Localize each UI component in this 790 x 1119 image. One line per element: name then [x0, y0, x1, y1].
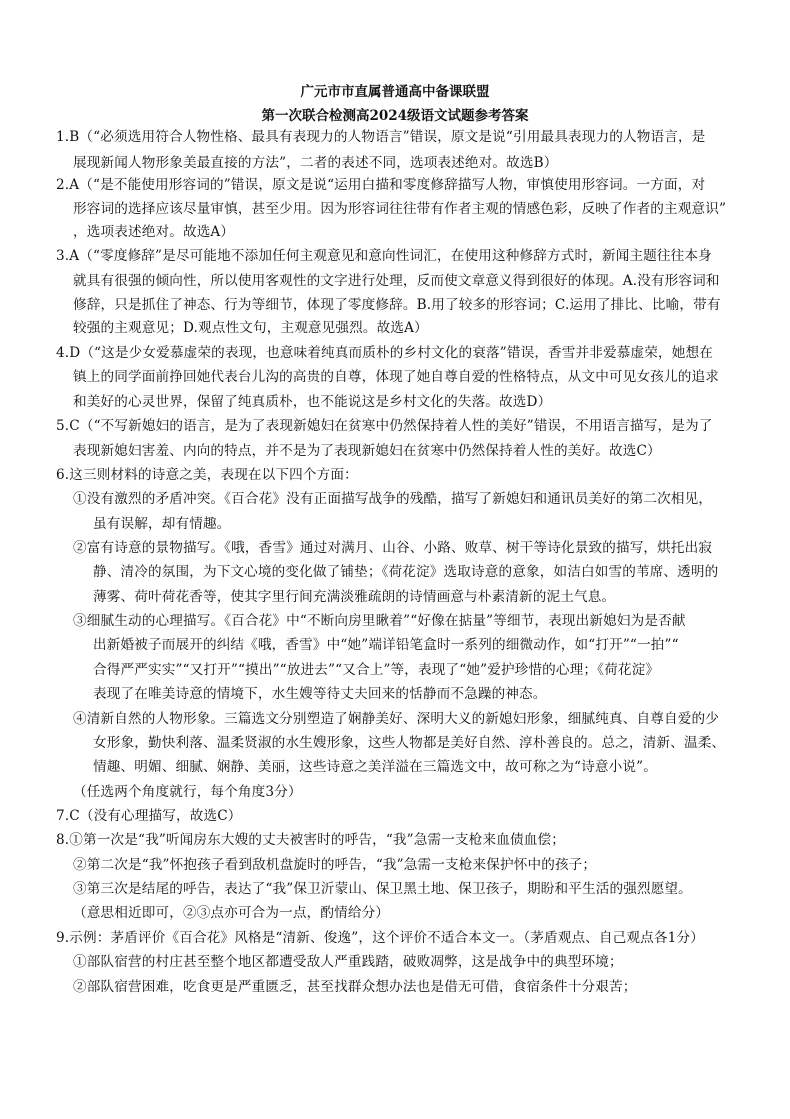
- answer-6-point-1-line-2: 虽有误解，却有情趣。: [93, 516, 231, 532]
- answer-7: 7.C（没有心理描写，故选C）: [56, 808, 242, 824]
- answer-5-line-2: 表现新媳妇害羞、内向的特点，并不是为了表现新媳妇在贫寒中仍然保持着人性的美好。故选C）: [73, 443, 661, 459]
- answer-9-point-2: ②部队宿营困难，吃食更是严重匮乏，甚至找群众想办法也是借无可借，食宿条件十分艰苦；: [73, 979, 637, 995]
- answer-6-point-3-line-1: ③细腻生动的心理描写。《百合花》中“不断向房里瞅着”“好像在掂量”等细节，表现出新媳妇为是否献: [73, 613, 686, 629]
- answer-3-line-4: 较强的主观意见；D.观点性文句，主观意见强烈。故选A）: [73, 320, 428, 336]
- answer-3-line-1: 3.A（“零度修辞”是尽可能地不添加任何主观意见和意向性词汇，在使用这种修辞方式时，新闻主题往往本身: [56, 248, 712, 264]
- answer-1-line-1: 1.B（“必须选用符合人物性格、最具有表现力的人物语言”错误，原文是说“引用最具表现力的人物语言，是: [56, 129, 706, 145]
- answer-2-line-1: 2.A（“是不能使用形容词的”错误，原文是说“运用白描和零度修辞描写人物，审慎使用形容词。一方面，对: [56, 177, 706, 193]
- answer-4-line-3: 和美好的心灵世界，保留了纯真质朴，也不能说这是乡村文化的失落。故选D）: [73, 394, 552, 410]
- answer-3-line-2: 就具有很强的倾向性，所以使用客观性的文字进行处理，反而使文章意义得到很好的体现。A.没有形容词和: [73, 273, 720, 289]
- answer-6-point-2-line-2: 静、清冷的氛围，为下文心境的变化做了铺垫；《荷花淀》选取诗意的意象，如洁白如雪的苇席、透明的: [93, 564, 719, 580]
- answer-6-point-3-line-4: 表现了在唯美诗意的情境下，水生嫂等待丈夫回来的恬静而不急躁的神态。: [93, 686, 547, 702]
- answer-9-point-1: ①部队宿营的村庄甚至整个地区都遭受敌人严重践踏，破败凋弊，这是战争中的典型环境；: [73, 954, 623, 970]
- answer-8-point-2: ②第二次是“我”怀抱孩子看到敌机盘旋时的呼告，“我”急需一支枪来保护怀中的孩子；: [73, 857, 597, 873]
- answer-4-line-1: 4.D（“这是少女爱慕虚荣的表现，也意味着纯真而质朴的乡村文化的衰落”错误，香雪并非爱慕虚荣，她想在: [56, 345, 713, 361]
- answer-5-line-1: 5.C（“不写新媳妇的语言，是为了表现新媳妇在贫寒中仍然保持着人性的美好”错误，不用语言描写，是为了: [56, 418, 713, 434]
- answer-6-point-3-line-2: 出新婚被子而展开的纠结《哦，香雪》中“她”端详铅笔盒时一系列的细微动作，如“打开”“一拍”“: [93, 637, 679, 653]
- answer-8-point-1: 8.①第一次是“我”听闻房东大嫂的丈夫被害时的呼告，“我”急需一支枪来血债血偿；: [56, 832, 565, 848]
- answer-2-line-3: ，选项表述绝对。故选A）: [73, 224, 235, 240]
- answer-3-line-3: 修辞，只是抓住了神态、行为等细节，体现了零度修辞。B.用了较多的形容词；C.运用了排比、比喻，带有: [73, 297, 721, 313]
- answer-9-intro: 9.示例：茅盾评价《百合花》风格是“清新、俊逸”，这个评价不适合本文一。（茅盾观点、自己观点各1分）: [56, 930, 704, 946]
- document-subtitle: 第一次联合检测高2024级语文试题参考答案: [261, 108, 529, 124]
- answer-1-line-2: 展现新闻人物形象美最直接的方法”，二者的表述不同，选项表述绝对。故选B）: [73, 155, 558, 171]
- answer-6-point-2-line-3: 薄雾、荷叶荷花香等，使其字里行间充满淡雅疏朗的诗情画意与朴素清新的泥土气息。: [93, 589, 616, 605]
- answer-6-point-2-line-1: ②富有诗意的景物描写。《哦，香雪》通过对满月、山谷、小路、败草、树干等诗化景致的描写，烘托出寂: [73, 540, 713, 556]
- answer-6-intro: 6.这三则材料的诗意之美，表现在以下四个方面：: [56, 467, 358, 483]
- answer-8-point-3: ③第三次是结尾的呼告，表达了“我”保卫沂蒙山、保卫黑土地、保卫孩子，期盼和平生活的强烈愿望。: [73, 881, 692, 897]
- answer-6-point-4-line-3: 情趣、明媚、细腻、娴静、美丽，这些诗意之美洋溢在三篇选文中，故可称之为“诗意小说”。: [93, 759, 657, 775]
- answer-6-point-1-line-1: ①没有激烈的矛盾冲突。《百合花》没有正面描写战争的残酷，描写了新媳妇和通讯员美好的第二次相见，: [73, 491, 713, 507]
- answer-4-line-2: 镇上的同学面前挣回她代表台儿沟的高贵的自尊，体现了她自尊自爱的性格特点，从文中可见女孩儿的追求: [73, 369, 719, 385]
- answer-6-point-4-line-1: ④清新自然的人物形象。三篇选文分别塑造了娴静美好、深明大义的新媳妇形象，细腻纯真、自尊自爱的少: [73, 711, 719, 727]
- answer-6-scoring-note: （任选两个角度就行，每个角度3分）: [73, 784, 302, 800]
- answer-6-point-3-line-3: 合得严严实实”“又打开”“摸出”“放进去”“又合上”等，表现了“她”爱护珍惜的心理；《荷花淀》: [93, 662, 660, 678]
- answer-2-line-2: 形容词的选择应该尽量审慎，甚至少用。因为形容词往往带有作者主观的情感色彩，反映了作者的主观意识”: [73, 201, 727, 217]
- answer-8-scoring-note: （意思相近即可，②③点亦可合为一点，酌情给分）: [73, 905, 390, 921]
- answer-6-point-4-line-2: 女形象，勤快利落、温柔贤淑的水生嫂形象，这些人物都是美好自然、淳朴善良的。总之，清新、温柔、: [93, 735, 726, 751]
- document-title: 广元市市直属普通高中备课联盟: [300, 84, 490, 100]
